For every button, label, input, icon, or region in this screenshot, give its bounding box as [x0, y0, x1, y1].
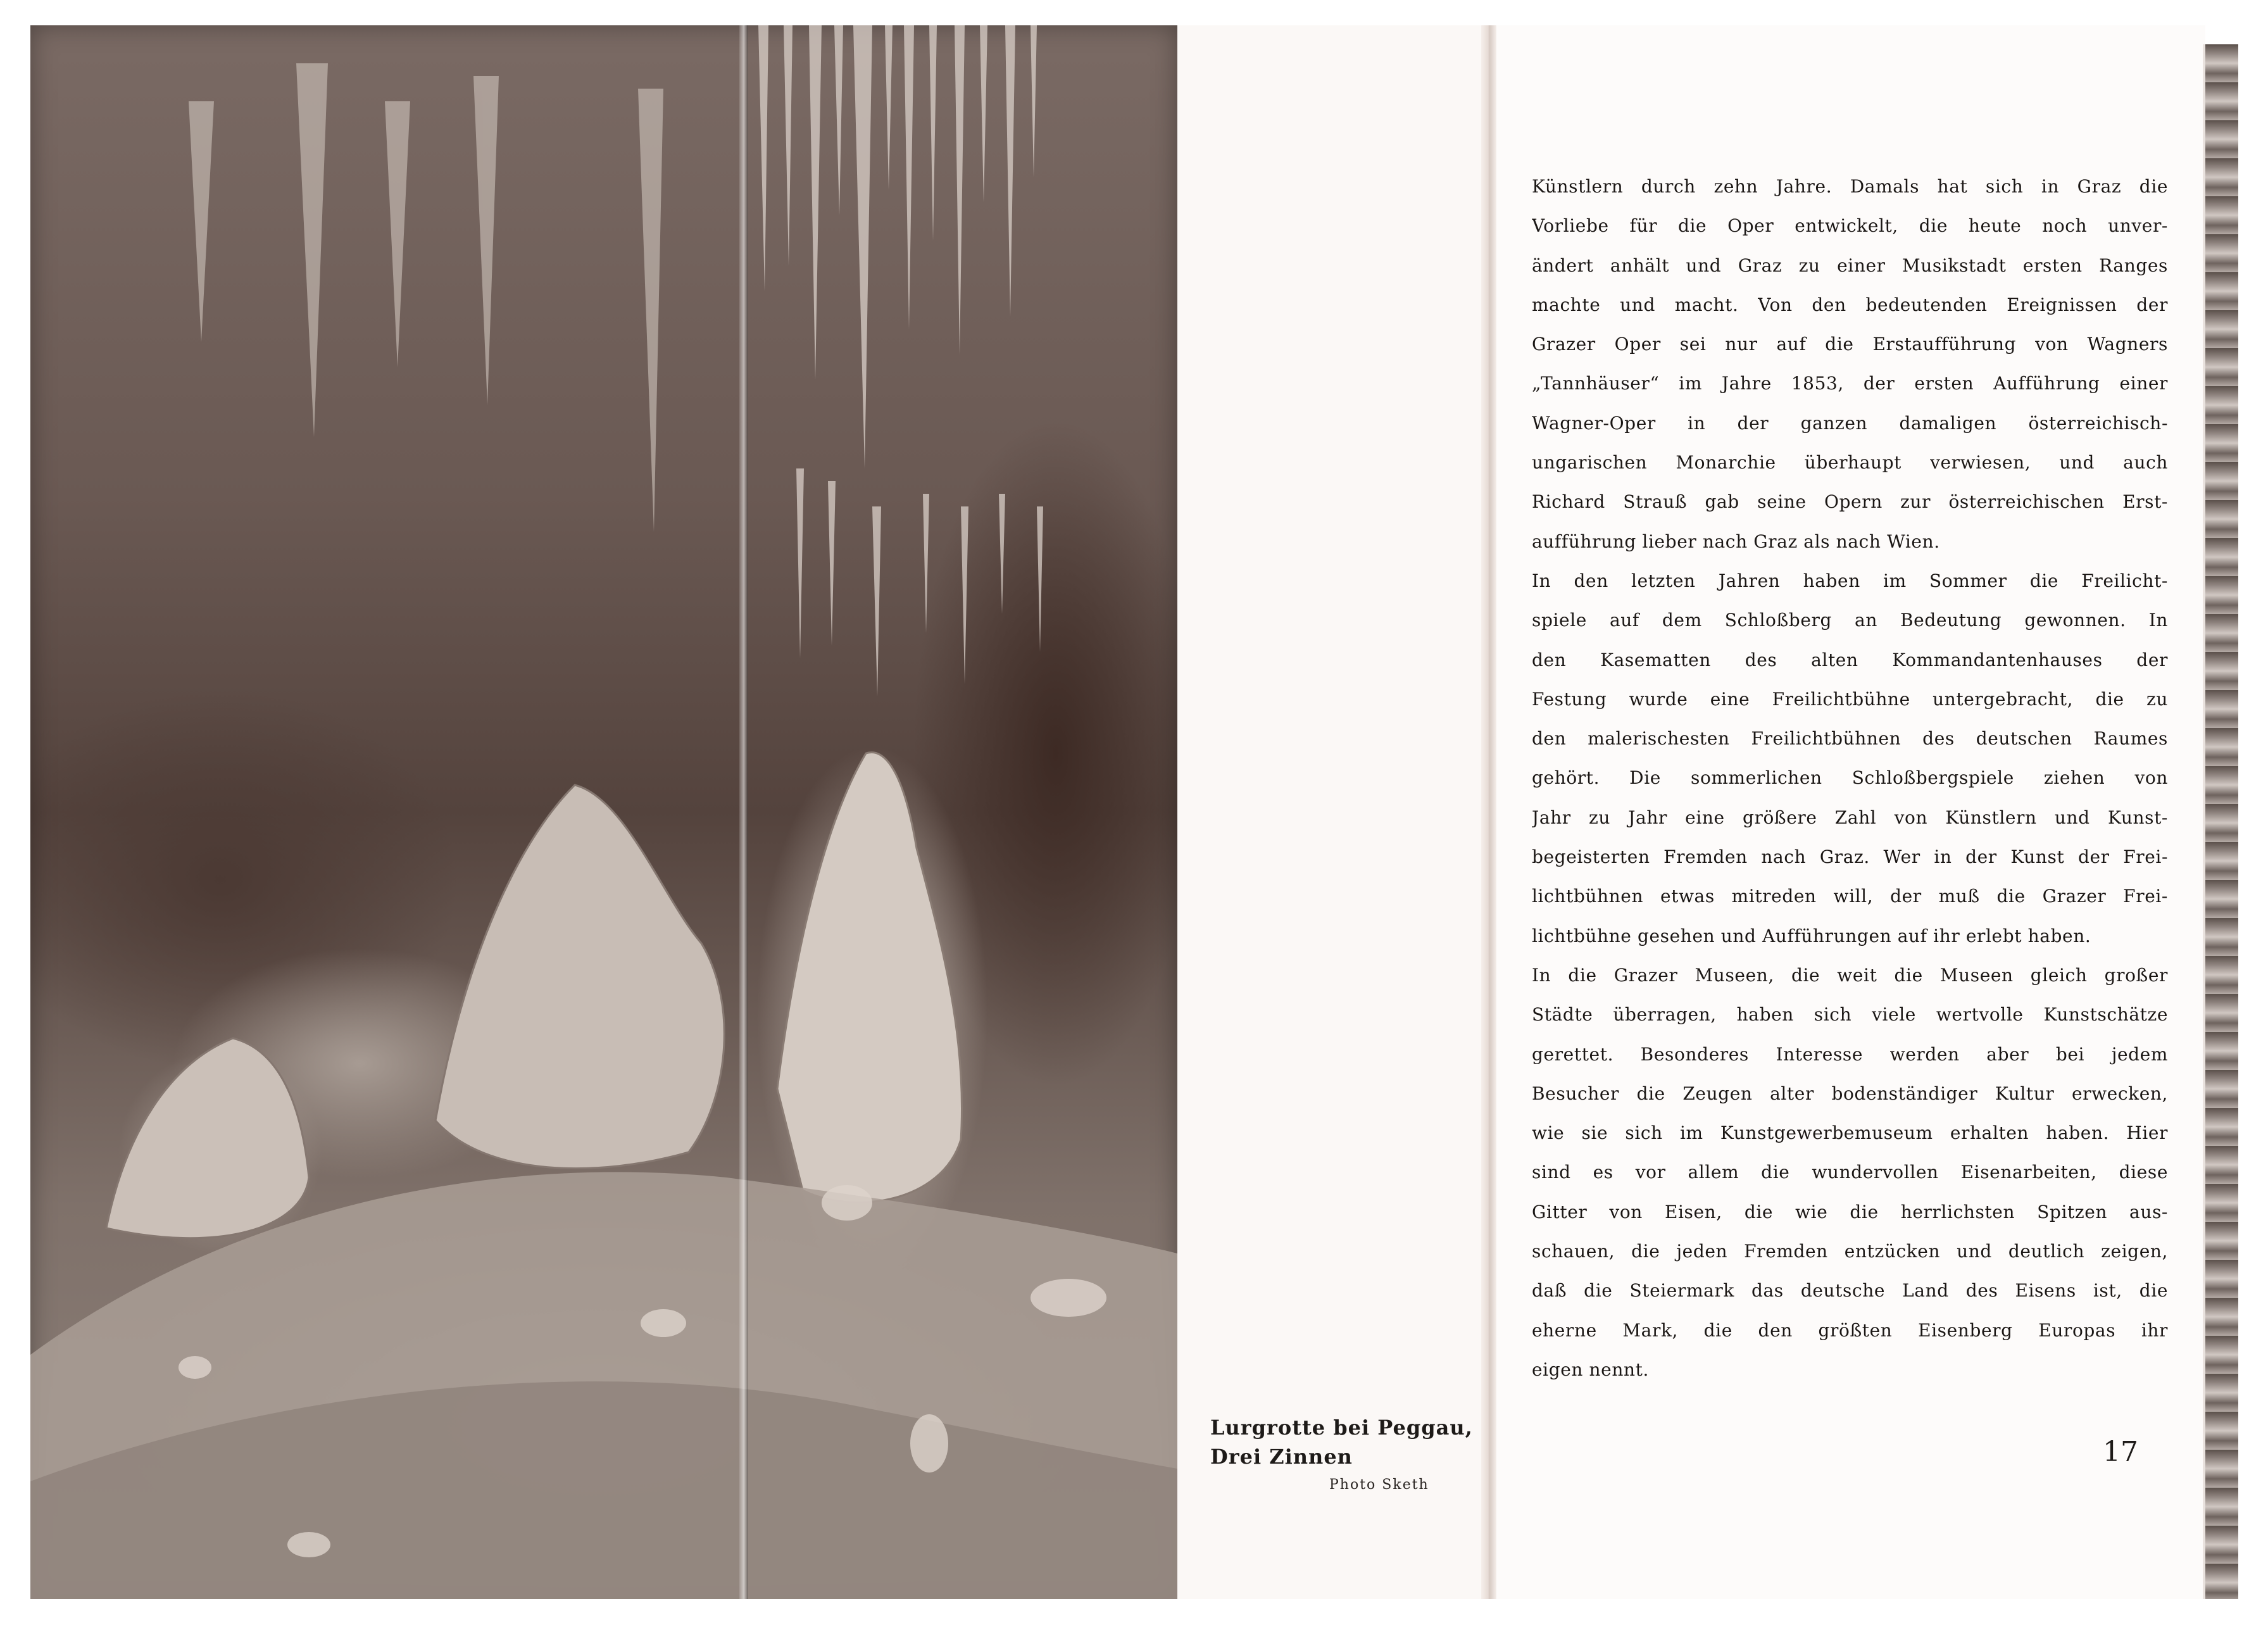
text-line: schauen, die jeden Fremden entzücken und deutlich zeigen,: [1532, 1241, 2168, 1262]
book-gutter: [1481, 25, 1496, 1599]
text-line: gehört. Die sommerlichen Schloßbergspiele ziehen von: [1532, 767, 2168, 789]
cave-photo-illustration: [30, 25, 1177, 1599]
text-line: Gitter von Eisen, die wie die herrlichsten Spitzen aus-: [1532, 1201, 2168, 1222]
text-line: aufführung lieber nach Graz als nach Wien.: [1532, 531, 1940, 552]
text-line: Richard Strauß gab seine Opern zur österreichischen Erst-: [1532, 491, 2168, 513]
text-line: sind es vor allem die wundervollen Eisenarbeiten, diese: [1532, 1162, 2168, 1183]
text-line: spiele auf dem Schloßberg an Bedeutung gewonnen. In: [1532, 610, 2168, 631]
page-text: [1532, 167, 2168, 1390]
text-line: gerettet. Besonderes Interesse werden aber bei jedem: [1532, 1043, 2168, 1065]
text-line: Grazer Oper sei nur auf die Erstaufführung von Wagners: [1532, 334, 2168, 355]
text-line: wie sie sich im Kunstgewerbemuseum erhalten haben. Hier: [1532, 1122, 2168, 1144]
text-line: den Kasematten des alten Kommandantenhauses der: [1532, 649, 2168, 670]
text-line: ungarischen Monarchie überhaupt verwiesen, und auch: [1532, 452, 2168, 474]
text-line: Künstlern durch zehn Jahre. Damals hat sich in Graz die: [1532, 176, 2168, 197]
photo-credit: Photo Sketh: [1329, 1477, 1429, 1493]
page-number: 17: [2103, 1436, 2138, 1468]
text-line: den malerischesten Freilichtbühnen des deutschen Raumes: [1532, 728, 2168, 750]
next-page-edge: [2205, 44, 2238, 1599]
text-line: daß die Steiermark das deutsche Land des Eisens ist, die: [1532, 1280, 2168, 1302]
text-line: lichtbühne gesehen und Aufführungen auf ihr erlebt haben.: [1532, 925, 2091, 946]
text-line: Besucher die Zeugen alter bodenständiger Kultur erwecken,: [1532, 1083, 2168, 1104]
text-line: ändert anhält und Graz zu einer Musikstadt ersten Ranges: [1532, 254, 2168, 276]
photo-fold-crease: [739, 25, 748, 1599]
cave-photo: [30, 25, 1177, 1599]
text-line: eigen nennt.: [1532, 1359, 1649, 1380]
text-line: Städte überragen, haben sich viele wertvolle Kunstschätze: [1532, 1004, 2168, 1026]
text-line: „Tannhäuser“ im Jahre 1853, der ersten Aufführung einer: [1532, 373, 2168, 394]
text-line: Vorliebe für die Oper entwickelt, die heute noch unver-: [1532, 215, 2168, 237]
text-line: Jahr zu Jahr eine größere Zahl von Künstlern und Kunst-: [1532, 807, 2168, 828]
caption-line-2: Drei Zinnen: [1210, 1445, 1353, 1469]
text-line: lichtbühnen etwas mitreden will, der muß die Grazer Frei-: [1532, 886, 2168, 907]
text-line: eherne Mark, die den größten Eisenberg Europas ihr: [1532, 1319, 2168, 1341]
text-line: Wagner-Oper in der ganzen damaligen österreichisch-: [1532, 412, 2168, 434]
text-line: begeisterten Fremden nach Graz. Wer in der Kunst der Frei-: [1532, 846, 2168, 868]
text-line: In den letzten Jahren haben im Sommer die Freilicht-: [1532, 570, 2168, 591]
text-line: Festung wurde eine Freilichtbühne untergebracht, die zu: [1532, 688, 2168, 710]
caption-line-1: Lurgrotte bei Peggau,: [1210, 1416, 1473, 1440]
photo-caption: [1210, 1413, 1476, 1471]
text-line: In die Grazer Museen, die weit die Museen gleich großer: [1532, 964, 2168, 986]
caption-strip: [1177, 25, 1481, 1599]
text-line: machte und macht. Von den bedeutenden Ereignissen der: [1532, 294, 2168, 315]
